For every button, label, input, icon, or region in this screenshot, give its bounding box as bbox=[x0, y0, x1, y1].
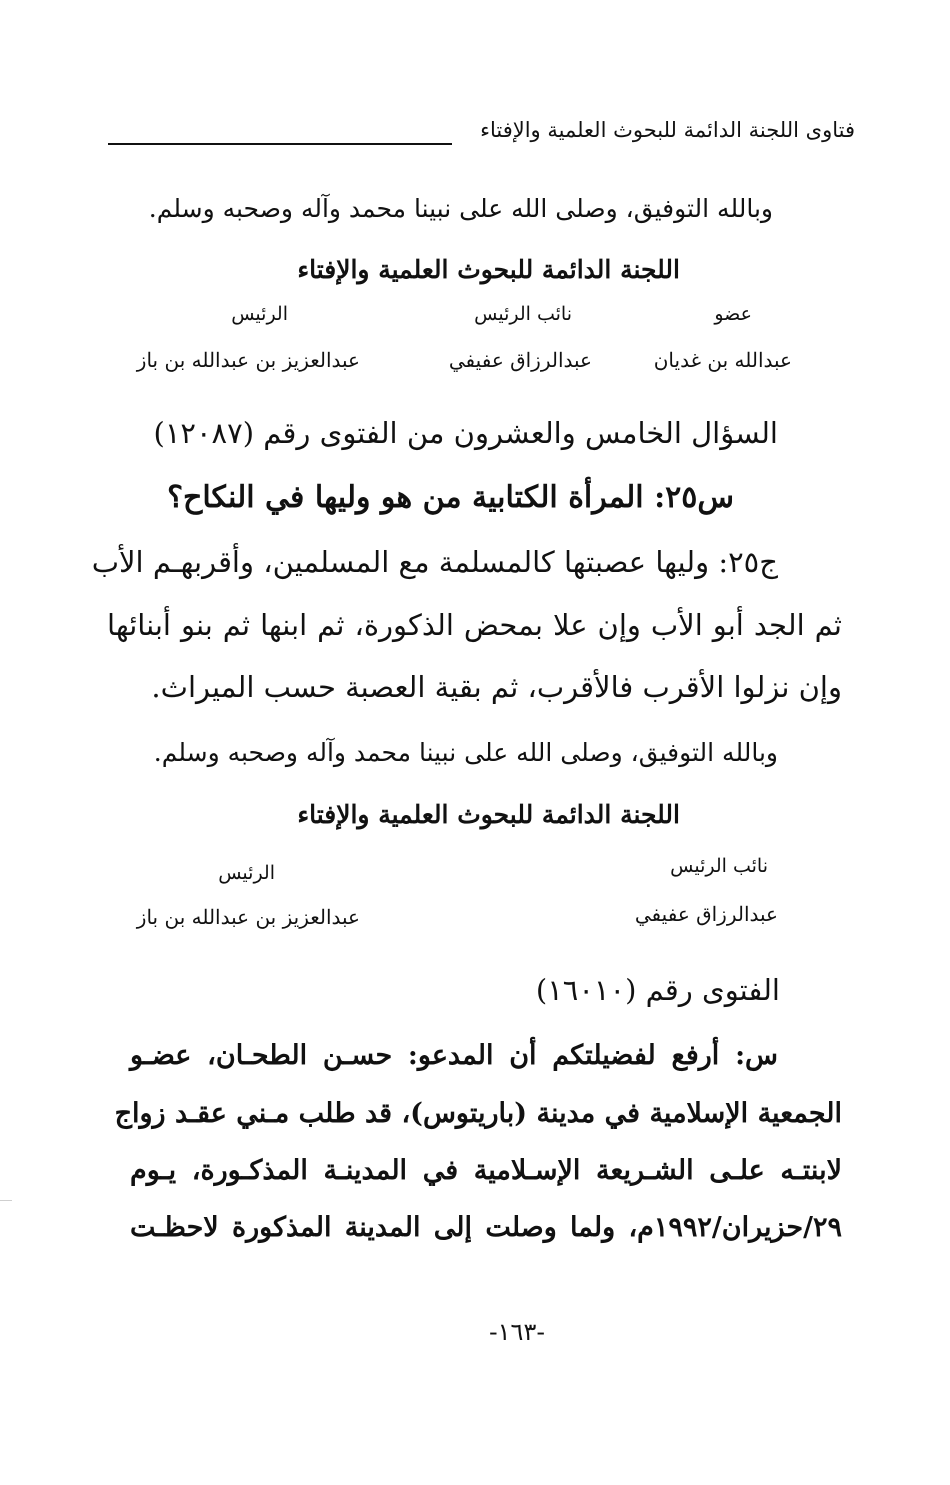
question-25-heading: السؤال الخامس والعشرون من الفتوى رقم (١٢٠٨٧) bbox=[153, 416, 778, 450]
fatwa-question-line-3: لابنتـه علـى الشـريعة الإسـلامية في المدينـة المذكـورة، يـوم bbox=[130, 1155, 842, 1186]
fatwa-question-line-1: س: أرفع لفضيلتكم أن المدعو: حسـن الطحـان، عضـو bbox=[130, 1040, 778, 1071]
header-rule bbox=[108, 143, 452, 145]
signatory-role-president: الرئيس bbox=[231, 303, 288, 325]
signatory-name-president: عبدالعزيز بن عبدالله بن باز bbox=[136, 348, 360, 372]
closing-prayer-1: وبالله التوفيق، وصلى الله على نبينا محمد وآله وصحبه وسلم. bbox=[148, 194, 773, 223]
fatwa-16010-heading: الفتوى رقم (١٦٠١٠) bbox=[535, 973, 780, 1007]
committee-name-2: اللجنة الدائمة للبحوث العلمية والإفتاء bbox=[297, 800, 680, 829]
signatory-role-vice-president: نائب الرئيس bbox=[474, 303, 572, 325]
signatory-name-member: عبدالله بن غديان bbox=[653, 348, 792, 372]
question-25-text: س٢٥: المرأة الكتابية من هو وليها في النكاح؟ bbox=[167, 480, 734, 515]
fatwa-question-line-2: الجمعية الإسلامية في مدينة (باريتوس)، قد طلب مـني عقـد زواج bbox=[114, 1098, 842, 1129]
committee-name-1: اللجنة الدائمة للبحوث العلمية والإفتاء bbox=[297, 255, 680, 284]
answer-line-2: ثم الجد أبو الأب وإن علا بمحض الذكورة، ثم ابنها ثم بنو أبنائها bbox=[107, 608, 842, 642]
scan-edge-mark bbox=[0, 1200, 12, 1201]
signatory-role-president-2: الرئيس bbox=[218, 862, 275, 884]
page-number: -١٦٣- bbox=[488, 1318, 545, 1346]
closing-prayer-2: وبالله التوفيق، وصلى الله على نبينا محمد وآله وصحبه وسلم. bbox=[153, 738, 778, 767]
signatory-name-vice-president-2: عبدالرزاق عفيفي bbox=[634, 902, 778, 926]
signatory-role-vice-president-2: نائب الرئيس bbox=[670, 855, 768, 877]
fatwa-question-line-4: ٢٩/حزيران/١٩٩٢م، ولما وصلت إلى المدينة المذكورة لاحظـت bbox=[130, 1212, 842, 1243]
running-header: فتاوى اللجنة الدائمة للبحوث العلمية والإفتاء bbox=[480, 118, 855, 142]
signatory-role-member: عضو bbox=[714, 303, 752, 325]
answer-line-3: وإن نزلوا الأقرب فالأقرب، ثم بقية العصبة حسب الميراث. bbox=[151, 670, 842, 704]
signatory-name-president-2: عبدالعزيز بن عبدالله بن باز bbox=[136, 905, 360, 929]
answer-line-1: ج٢٥: وليها عصبتها كالمسلمة مع المسلمين، وأقربهـم الأب bbox=[91, 545, 778, 579]
signatory-name-vice-president: عبدالرزاق عفيفي bbox=[448, 348, 592, 372]
